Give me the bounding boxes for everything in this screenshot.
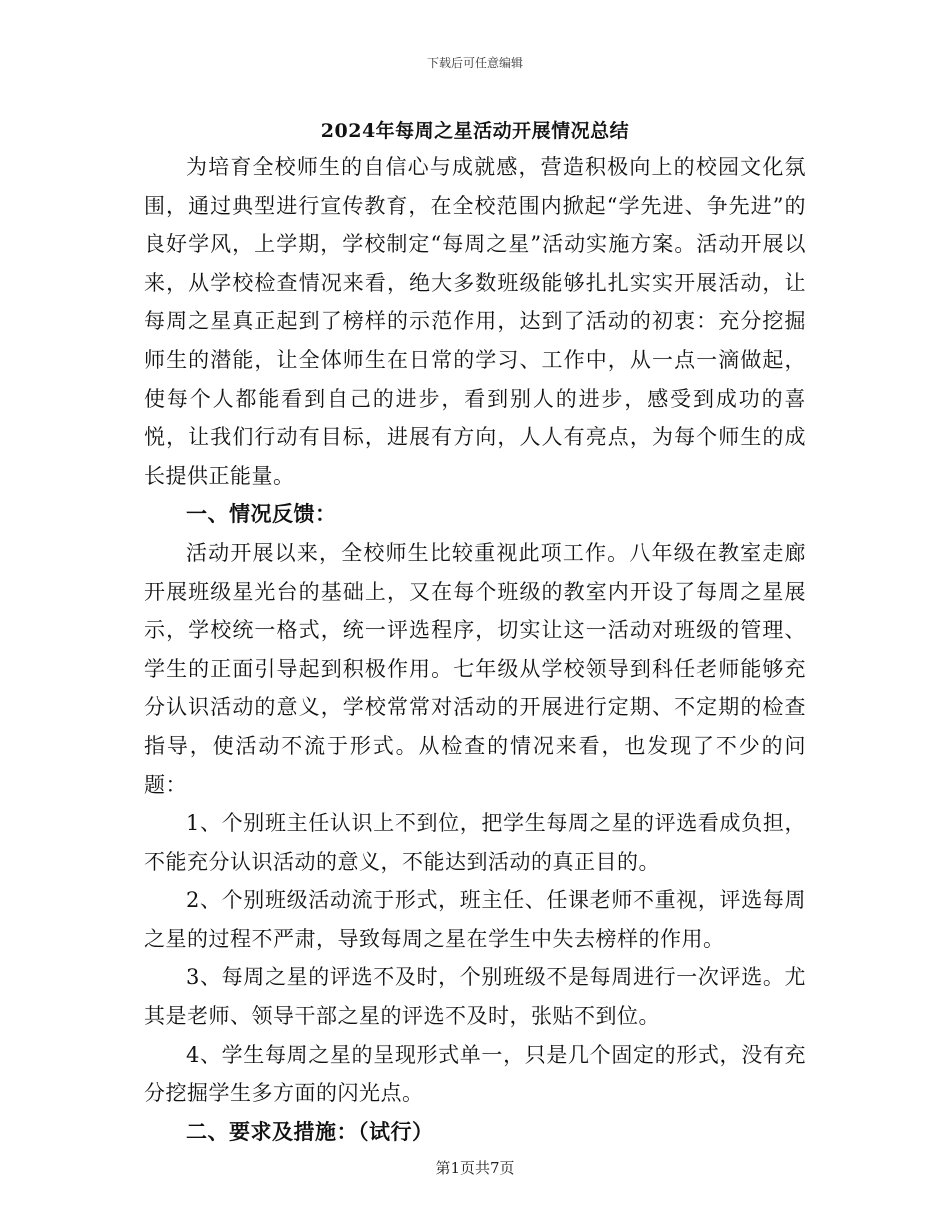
document-body [144,148,806,1151]
feedback-paragraph: 活动开展以来，全校师生比较重视此项工作。八年级在教室走廊开展班级星光台的基础上，又在每个班级的教室内开设了每周之星展示，学校统一格式，统一评选程序，切实让这一活动对班级的管理、学生的正面引导起到积极作用。七年级从学校领导到科任老师能够充分认识活动的意义，学校常常对活动的开展进行定期、不定期的检查指导，使活动不流于形式。从检查的情况来看，也发现了不少的问题： [144,540,806,797]
page-number: 第1页共7页 [435,1159,515,1177]
header-note: 下载后可任意编辑 [426,56,523,70]
section-heading-feedback: 一、情况反馈： [186,501,337,527]
document-title: 2024年每周之星活动开展情况总结 [320,120,630,142]
problem-item-4: 4、学生每周之星的呈现形式单一，只是几个固定的形式，没有充分挖掘学生多方面的闪光点。 [144,1042,806,1106]
problem-item-1: 1、个别班主任认识上不到位，把学生每周之星的评选看成负担，不能充分认识活动的意义，不能达到活动的真正目的。 [144,811,806,874]
problem-item-2: 2、个别班级活动流于形式，班主任、任课老师不重视，评选每周之星的过程不严肃，导致每周之星在学生中失去榜样的作用。 [144,888,806,951]
problem-item-3: 3、每周之星的评选不及时，个别班级不是每周进行一次评选。尤其是老师、领导干部之星的评选不及时，张贴不到位。 [144,965,806,1029]
section-heading-measures: 二、要求及措施：（试行） [186,1118,434,1144]
intro-paragraph: 为培育全校师生的自信心与成就感，营造积极向上的校园文化氛围，通过典型进行宣传教育，在全校范围内掀起“学先进、争先进”的良好学风，上学期，学校制定“每周之星”活动实施方案。活动开展以来，从学校检查情况来看，绝大多数班级能够扎扎实实开展活动，让每周之星真正起到了榜样的示范作用，达到了活动的初衷：充分挖掘师生的潜能，让全体师生在日常的学习、工作中，从一点一滴做起，使每个人都能看到自己的进步，看到别人的进步，感受到成功的喜悦，让我们行动有目标，进展有方向，人人有亮点，为每个师生的成长提供正能量。 [144,155,806,488]
